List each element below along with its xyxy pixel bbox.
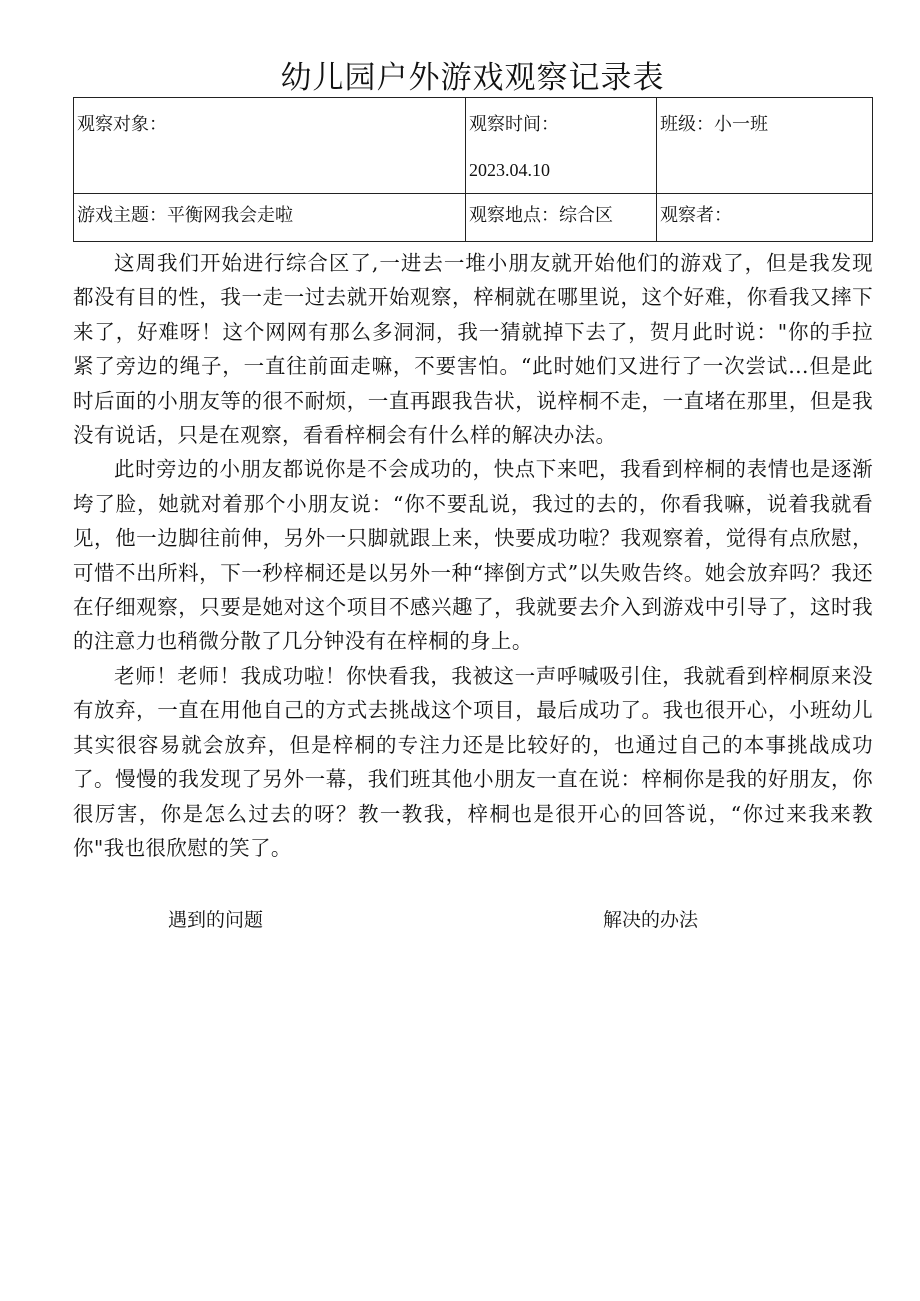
time-label: 观察时间：: [469, 114, 559, 135]
observer-cell: [657, 194, 873, 242]
observation-date: 2023.04.10: [469, 160, 550, 180]
class-cell: [657, 98, 873, 194]
class-label: 班级：小一班: [660, 114, 768, 135]
subject-cell: [74, 98, 466, 194]
page-title: 幼儿园户外游戏观察记录表: [280, 60, 665, 96]
info-row-2: [74, 194, 873, 242]
theme-label: 游戏主题：平衡网我会走啦: [77, 205, 293, 226]
observation-narrative: [73, 246, 873, 865]
narrative-paragraph: 这周我们开始进行综合区了,一进去一堆小朋友就开始他们的游戏了，但是我发现都没有目的性，我一走一过去就开始观察，梓桐就在哪里说，这个好难，你看我又摔下来了，好难呀！这个网网有那么多洞洞，我一猜就掉下去了，贺月此时说："你的手拉紧了旁边的绳子，一直往前面走嘛，不要害怕。“此时她们又进行了一次尝试…但是此时后面的小朋友等的很不耐烦，一直再跟我告状，说梓桐不走，一直堵在那里，但是我没有说话，只是在观察，看看梓桐会有什么样的解决办法。: [73, 251, 873, 448]
info-row-1: [74, 98, 873, 194]
location-label: 观察地点：综合区: [469, 205, 613, 226]
solutions-heading: 解决的办法: [603, 909, 699, 931]
problems-heading: 遇到的问题: [168, 909, 264, 931]
narrative-paragraph: 老师！老师！我成功啦！你快看我，我被这一声呼喊吸引住，我就看到梓桐原来没有放弃，一直在用他自己的方式去挑战这个项目，最后成功了。我也很开心，小班幼儿其实很容易就会放弃，但是梓桐的专注力还是比较好的，也通过自己的本事挑战成功了。慢慢的我发现了另外一幕，我们班其他小朋友一直在说：梓桐你是我的好朋友，你很厉害，你是怎么过去的呀？教一教我，梓桐也是很开心的回答说，“你过来我来教你"我也很欣慰的笑了。: [73, 663, 873, 860]
time-cell: [466, 98, 657, 194]
info-table: [73, 97, 873, 242]
subject-label: 观察对象：: [77, 114, 167, 135]
narrative-paragraph: 此时旁边的小朋友都说你是不会成功的，快点下来吧，我看到梓桐的表情也是逐渐垮了脸，她就对着那个小朋友说：“你不要乱说，我过的去的，你看我嘛，说着我就看见，他一边脚往前伸，另外一只脚就跟上来，快要成功啦？我观察着，觉得有点欣慰，可惜不出所料，下一秒梓桐还是以另外一种“摔倒方式”以失败告终。她会放弃吗？我还在仔细观察，只要是她对这个项目不感兴趣了，我就要去介入到游戏中引导了，这时我的注意力也稍微分散了几分钟没有在梓桐的身上。: [73, 457, 873, 654]
theme-cell: [74, 194, 466, 242]
location-cell: [466, 194, 657, 242]
observer-label: 观察者：: [660, 205, 732, 226]
